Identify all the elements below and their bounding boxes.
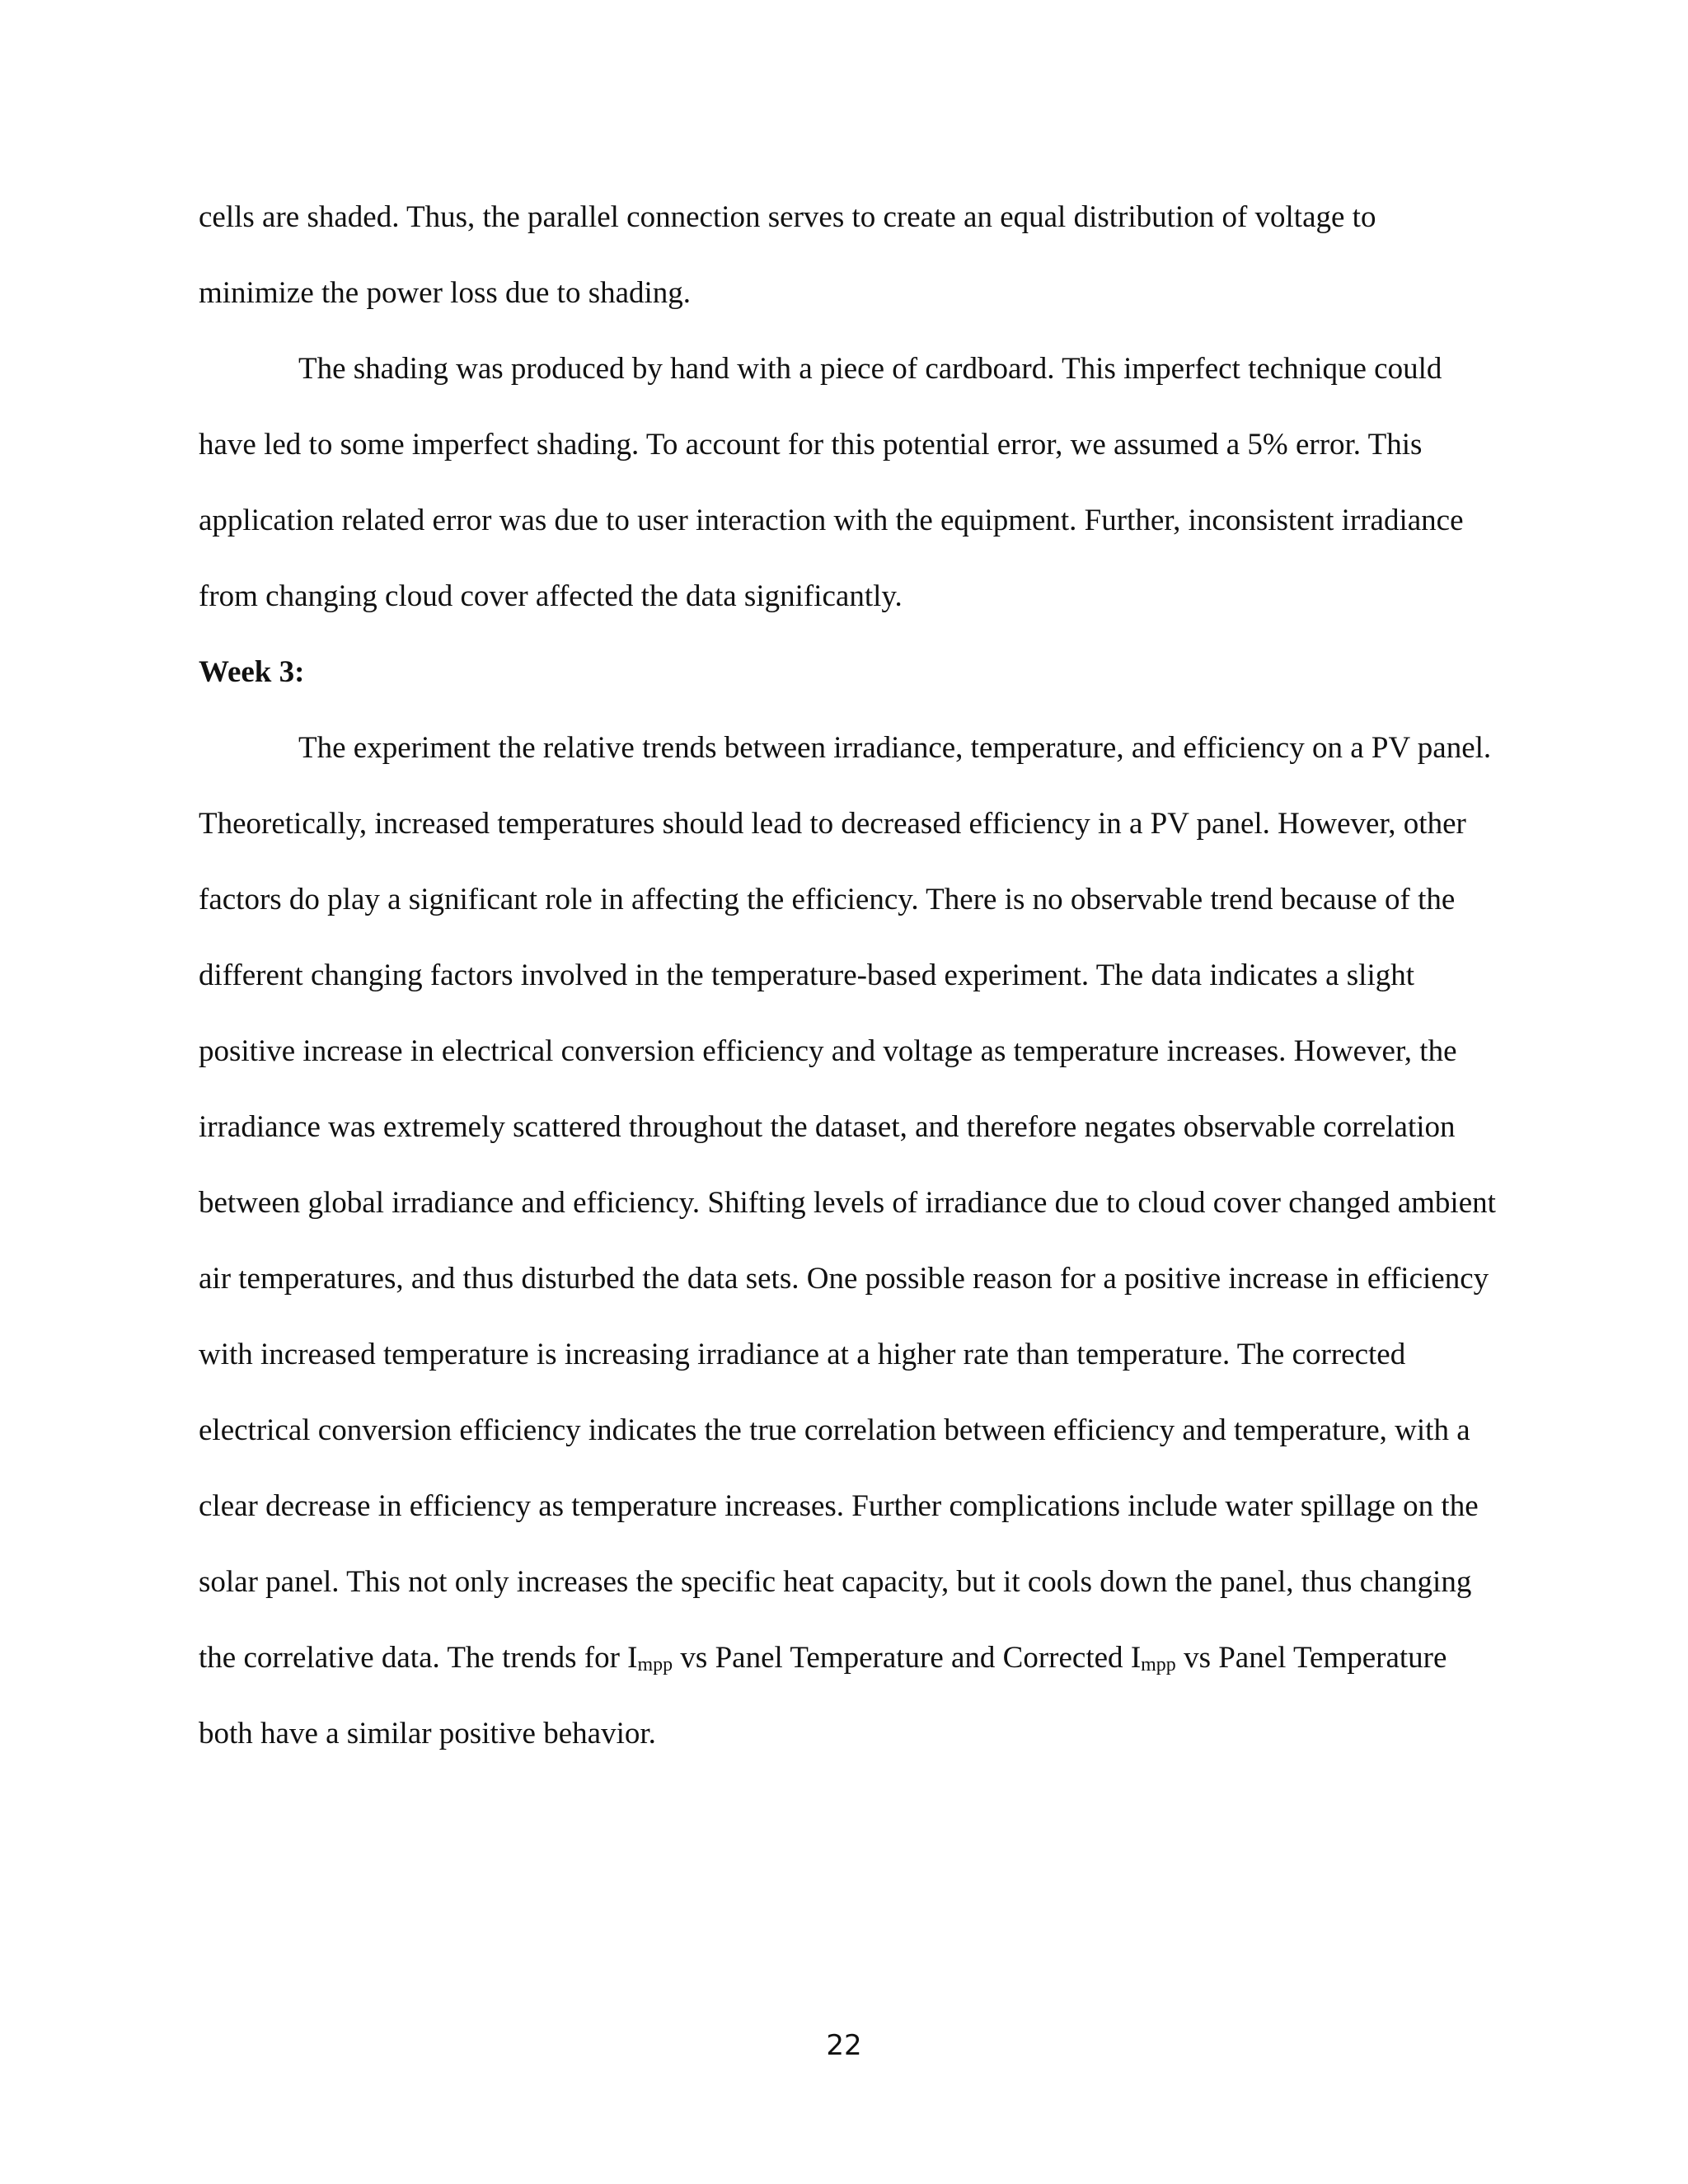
impp-subscript-2: mpp [1141, 1654, 1176, 1675]
paragraph-shading-error: The shading was produced by hand with a piece of cardboard. This imperfect technique could have led to some imperfect shading. To account for this potential error, we assumed a 5% error. This application related error was due to user interaction with the equipment. Further, inconsistent irradiance from changing cloud cover affected the data significantly. [199, 352, 1464, 613]
paragraph-continuation: cells are shaded. Thus, the parallel connection serves to create an equal distribution of voltage to minimize the power loss due to shading. [199, 200, 1376, 310]
paragraph-week-3-main: The experiment the relative trends between irradiance, temperature, and efficiency on a PV panel. Theoretically, increased temperatures should lead to decreased efficiency in a PV panel. However, other factors do play a significant role in affecting the efficiency. There is no observable trend because of the different changing factors involved in the temperature-based experiment. The data indicates a slight positive increase in electrical conversion efficiency and voltage as temperature increases. However, the irradiance was extremely scattered throughout the dataset, and therefore negates observable correlation between global irradiance and efficiency. Shifting levels of irradiance due to cloud cover changed ambient air temperatures, and thus disturbed the data sets. One possible reason for a positive increase in efficiency with increased temperature is increasing irradiance at a higher rate than temperature. The corrected electrical conversion efficiency indicates the true correlation between efficiency and temperature, with a clear decrease in efficiency as temperature increases. Further complications include water spillage on the solar panel. This not only increases the specific heat capacity, but it cools down the panel, thus changing the correlative data. The trends for [199, 731, 1496, 1675]
body-text [199, 180, 1497, 1772]
impp-symbol-2: I [1130, 1641, 1142, 1675]
impp-subscript-1: mpp [637, 1654, 673, 1675]
impp-symbol-1: I [627, 1641, 638, 1675]
page-number: 22 [826, 2029, 862, 2062]
paragraph-week-3-mid: vs Panel Temperature and Corrected [673, 1641, 1131, 1675]
paragraph-week-3 [199, 710, 1497, 1772]
section-heading-week-3: Week 3: [199, 655, 305, 689]
paragraph-week-3-end: vs Panel Temperature both have a similar positive behavior. [199, 1641, 1447, 1750]
